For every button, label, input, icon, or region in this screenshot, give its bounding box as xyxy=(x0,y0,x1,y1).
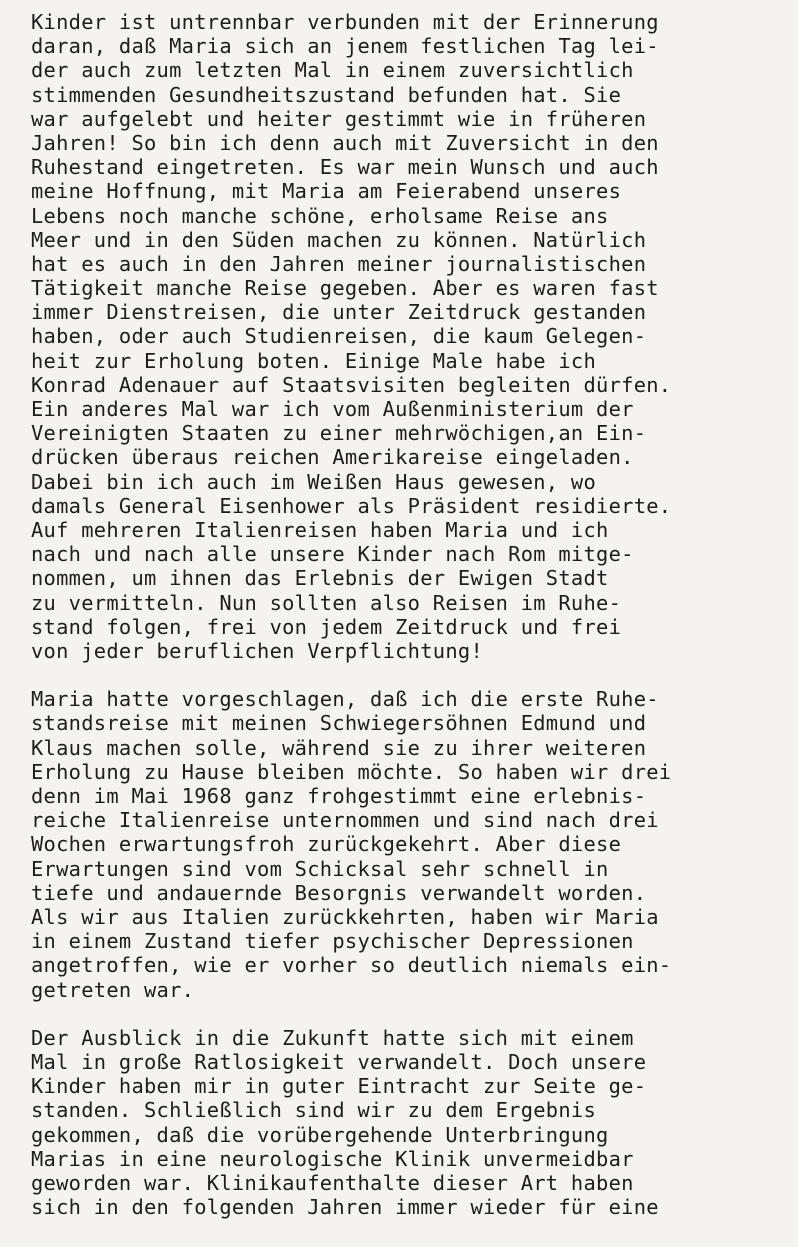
text-line: stimmenden Gesundheitszustand befunden hat. Sie xyxy=(31,82,622,107)
text-line: Lebens noch manche schöne, erholsame Reise ans xyxy=(31,203,609,228)
text-line: heit zur Erholung boten. Einige Male habe ich xyxy=(31,348,597,373)
text-line: Konrad Adenauer auf Staatsvisiten begleiten dürfen. xyxy=(31,372,672,397)
text-line: Tätigkeit manche Reise gegeben. Aber es waren fast xyxy=(31,276,659,301)
text-line: Kinder ist untrennbar verbunden mit der Erinnerung xyxy=(31,10,659,34)
text-line: getreten war. xyxy=(31,977,195,1002)
text-line: Als wir aus Italien zurückkehrten, haben wir Maria xyxy=(31,904,659,929)
text-line: Marias in eine neurologische Klinik unvermeidbar xyxy=(31,1146,634,1171)
text-line: Erwartungen sind vom Schicksal sehr schnell in xyxy=(31,856,609,881)
paragraph-1 xyxy=(31,10,791,663)
text-line: Jahren! So bin ich denn auch mit Zuversicht in den xyxy=(31,130,659,155)
text-line: Maria hatte vorgeschlagen, daß ich die erste Ruhe- xyxy=(31,687,659,712)
text-line: Ruhestand eingetreten. Es war mein Wunsch und auch xyxy=(31,155,659,180)
text-line: reiche Italienreise unternommen und sind nach drei xyxy=(31,808,659,833)
text-line: Mal in große Ratlosigkeit verwandelt. Doch unsere xyxy=(31,1050,647,1075)
paragraph-3 xyxy=(31,1026,791,1220)
text-line: Kinder haben mir in guter Eintracht zur Seite ge- xyxy=(31,1074,647,1099)
text-line: nommen, um ihnen das Erlebnis der Ewigen Stadt xyxy=(31,566,609,591)
paragraph-gap xyxy=(31,663,791,687)
text-line: haben, oder auch Studienreisen, die kaum Gelegen- xyxy=(31,324,647,349)
text-line: in einem Zustand tiefer psychischer Depressionen xyxy=(31,929,634,954)
text-line: Meer und in den Süden machen zu können. Natürlich xyxy=(31,227,647,252)
text-line: Auf mehreren Italienreisen haben Maria und ich xyxy=(31,517,609,542)
text-line: standen. Schließlich sind wir zu dem Ergebnis xyxy=(31,1098,597,1123)
text-line: meine Hoffnung, mit Maria am Feierabend unseres xyxy=(31,179,622,204)
text-line: der auch zum letzten Mal in einem zuversichtlich xyxy=(31,58,634,83)
text-line: gekommen, daß die vorübergehende Unterbringung xyxy=(31,1122,609,1147)
text-line: Der Ausblick in die Zukunft hatte sich mit einem xyxy=(31,1025,634,1050)
typewritten-text-block xyxy=(31,10,791,1219)
text-line: standsreise mit meinen Schwiegersöhnen Edmund und xyxy=(31,711,647,736)
text-line: damals General Eisenhower als Präsident residierte. xyxy=(31,493,672,518)
paragraph-gap xyxy=(31,1002,791,1026)
text-line: nach und nach alle unsere Kinder nach Rom mitge- xyxy=(31,542,634,567)
text-line: Klaus machen solle, während sie zu ihrer weiteren xyxy=(31,735,647,760)
text-line: Dabei bin ich auch im Weißen Haus gewesen, wo xyxy=(31,469,597,494)
text-line: war aufgelebt und heiter gestimmt wie in früheren xyxy=(31,106,647,131)
text-line: Ein anderes Mal war ich vom Außenministerium der xyxy=(31,397,634,421)
text-line: Erholung zu Hause bleiben möchte. So haben wir drei xyxy=(31,759,672,784)
text-line: zu vermitteln. Nun sollten also Reisen im Ruhe- xyxy=(31,590,622,615)
text-line: daran, daß Maria sich an jenem festlichen Tag lei- xyxy=(31,34,659,59)
text-line: sich in den folgenden Jahren immer wieder für eine xyxy=(31,1195,659,1220)
text-line: Wochen erwartungsfroh zurückgekehrt. Aber diese xyxy=(31,832,622,857)
text-line: denn im Mai 1968 ganz frohgestimmt eine erlebnis- xyxy=(31,784,647,808)
text-line: drücken überaus reichen Amerikareise eingeladen. xyxy=(31,445,634,470)
text-line: tiefe und andauernde Besorgnis verwandelt worden. xyxy=(31,880,647,905)
text-line: Vereinigten Staaten zu einer mehrwöchigen,an Ein- xyxy=(31,421,647,446)
text-line: hat es auch in den Jahren meiner journalistischen xyxy=(31,251,647,276)
text-line: von jeder beruflichen Verpflichtung! xyxy=(31,638,484,663)
text-line: stand folgen, frei von jedem Zeitdruck und frei xyxy=(31,614,622,639)
text-line: immer Dienstreisen, die unter Zeitdruck gestanden xyxy=(31,300,647,325)
text-line: geworden war. Klinikaufenthalte dieser Art haben xyxy=(31,1171,634,1195)
paragraph-2 xyxy=(31,687,791,1001)
text-line: angetroffen, wie er vorher so deutlich niemals ein- xyxy=(31,953,672,978)
